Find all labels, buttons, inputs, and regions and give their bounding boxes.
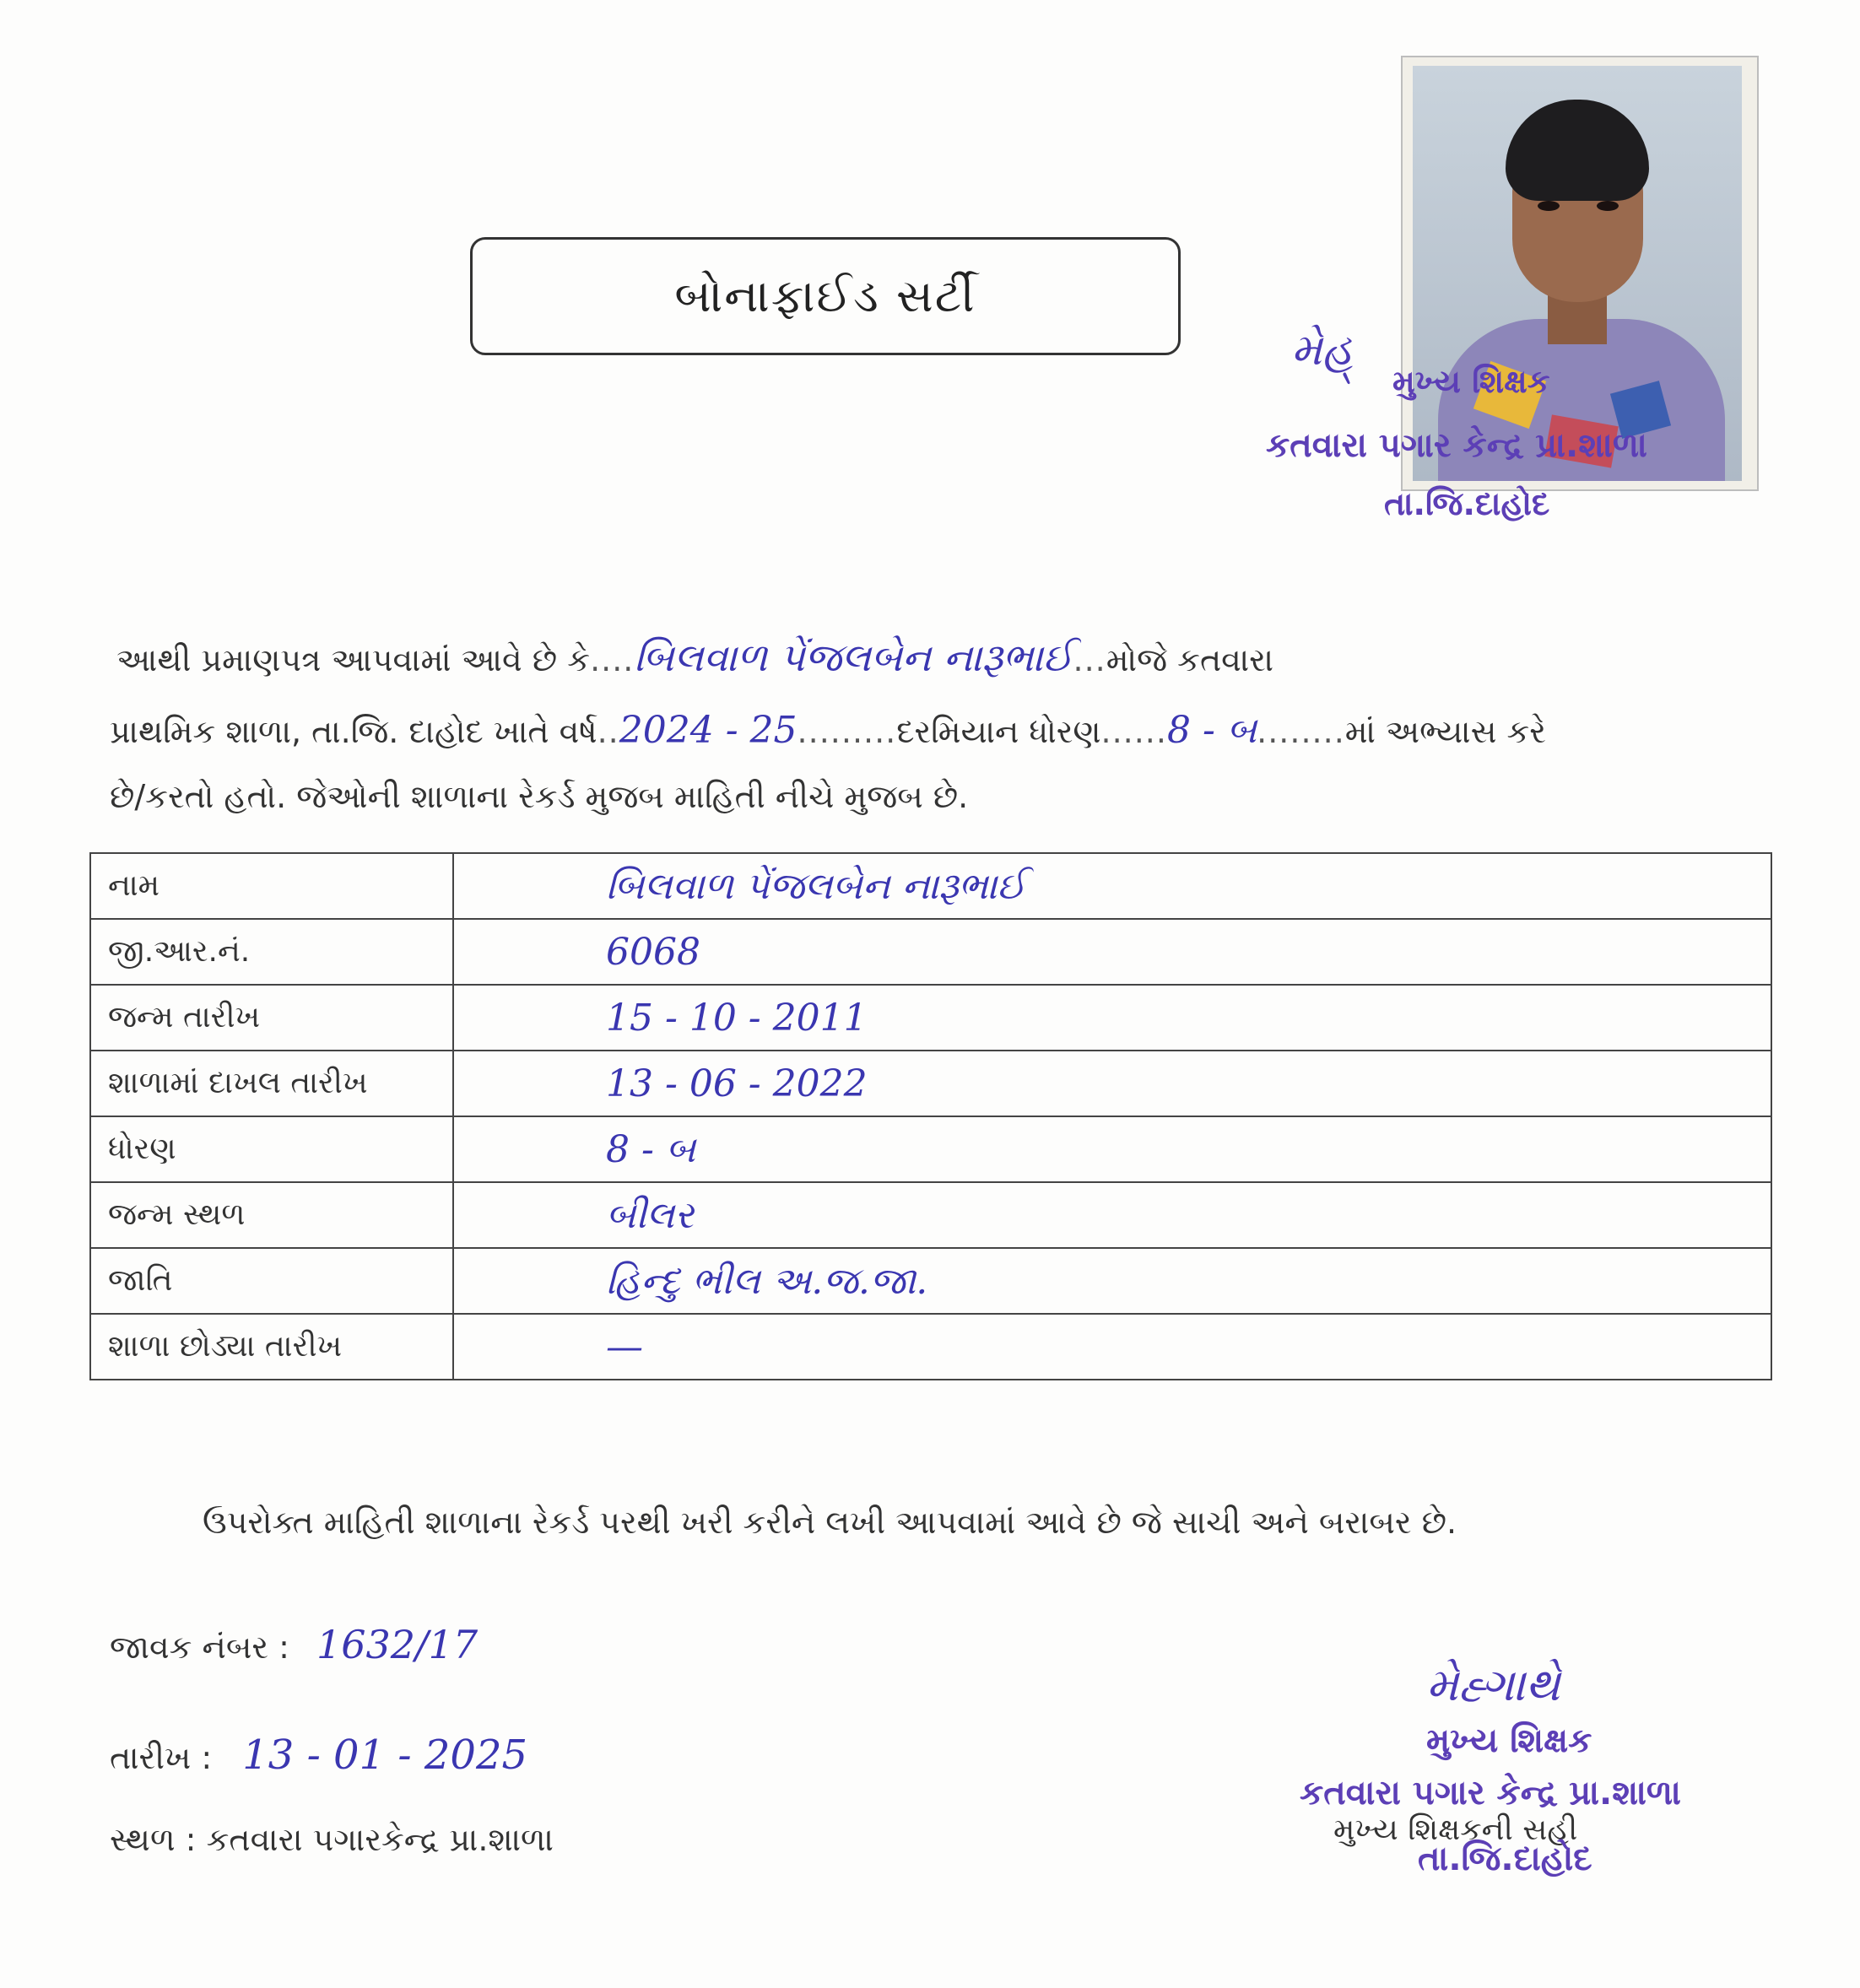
row-value: 15 - 10 - 2011 [453,985,1771,1051]
row-label: શાળામાં દાખલ તારીખ [90,1051,453,1116]
certification-text: ઉપરોક્ત માહિતી શાળાના રેકર્ડ પરથી ખરી કરીને લખી આપવામાં આવે છે જે સાચી અને બરાબર છે. [203,1504,1457,1541]
bottom-stamp-line1: મુખ્ય શિક્ષક [1426,1721,1592,1760]
outward-number: જાવક નંબર : 1632/17 [110,1622,479,1667]
title-box [470,237,1181,355]
table-row [90,1116,1771,1182]
row-value: 8 - બ [453,1116,1771,1182]
row-value: બિલવાળ પેંજલબેન નારૂભાઈ [453,853,1771,919]
info-table [89,852,1772,1380]
student-name-fill: બિલવાળ પેંજલબેન નારૂભાઈ [634,635,1073,680]
table-row [90,1248,1771,1314]
paragraph-line-2: પ્રાથમિક શાળા, તા.જિ. દાહોદ ખાતે વર્ષ..2024 - 25.........દરમિયાન ધોરણ......8 - બ........માં અભ્યાસ કરે [110,709,1546,752]
table-row [90,1314,1771,1380]
row-label: શાળા છોડ્યા તારીખ [90,1314,453,1380]
row-value: — [453,1314,1771,1380]
table-row [90,1182,1771,1248]
top-stamp-line3: તા.જિ.દાહોદ [1384,485,1550,522]
table-row [90,919,1771,985]
row-label: જન્મ સ્થળ [90,1182,453,1248]
row-value: 6068 [453,919,1771,985]
document-title: બોનાફાઈડ સર્ટી [674,269,976,322]
issue-date: તારીખ : 13 - 01 - 2025 [110,1731,528,1779]
row-value: હિન્દુ ભીલ અ.જ.જા. [453,1248,1771,1314]
table-row [90,1051,1771,1116]
row-value: 13 - 06 - 2022 [453,1051,1771,1116]
standard-fill: 8 - બ [1166,709,1257,752]
outward-number-value: 1632/17 [316,1622,479,1667]
bottom-stamp-line2: કતવારા પગાર કેન્દ્ર પ્રા.શાળા [1300,1774,1681,1812]
principal-signature-label: મુખ્ય શિક્ષકની સહી [1333,1812,1578,1847]
table-row [90,853,1771,919]
issue-date-value: 13 - 01 - 2025 [242,1731,528,1779]
issue-place: સ્થળ : કતવારા પગારકેન્દ્ર પ્રા.શાળા [110,1821,554,1858]
paragraph-line-3: છે/કરતો હતો. જેઓની શાળાના રેકર્ડ મુજબ માહિતી નીચે મુજબ છે. [110,778,969,815]
year-fill: 2024 - 25 [619,709,798,752]
top-stamp-line2: કતવારા પગાર કેન્દ્ર પ્રા.શાળા [1266,426,1647,465]
table-row [90,985,1771,1051]
paragraph-line-1: આથી પ્રમાણપત્ર આપવામાં આવે છે કે....બિલવાળ પેંજલબેન નારૂભાઈ...મોજે કતવારા [116,635,1274,680]
top-stamp-line1: મુખ્ય શિક્ષક [1392,363,1550,400]
row-value: બીલર [453,1182,1771,1248]
bottom-stamp-line3: તા.જિ.દાહોદ [1418,1839,1592,1878]
row-label: જન્મ તારીખ [90,985,453,1051]
row-label: ધોરણ [90,1116,453,1182]
bottom-stamp-signature: મેહ્ગાથે [1426,1658,1560,1711]
row-label: નામ [90,853,453,919]
top-stamp-signature: મેહ્ [1291,325,1354,375]
row-label: જી.આર.નં. [90,919,453,985]
row-label: જાતિ [90,1248,453,1314]
